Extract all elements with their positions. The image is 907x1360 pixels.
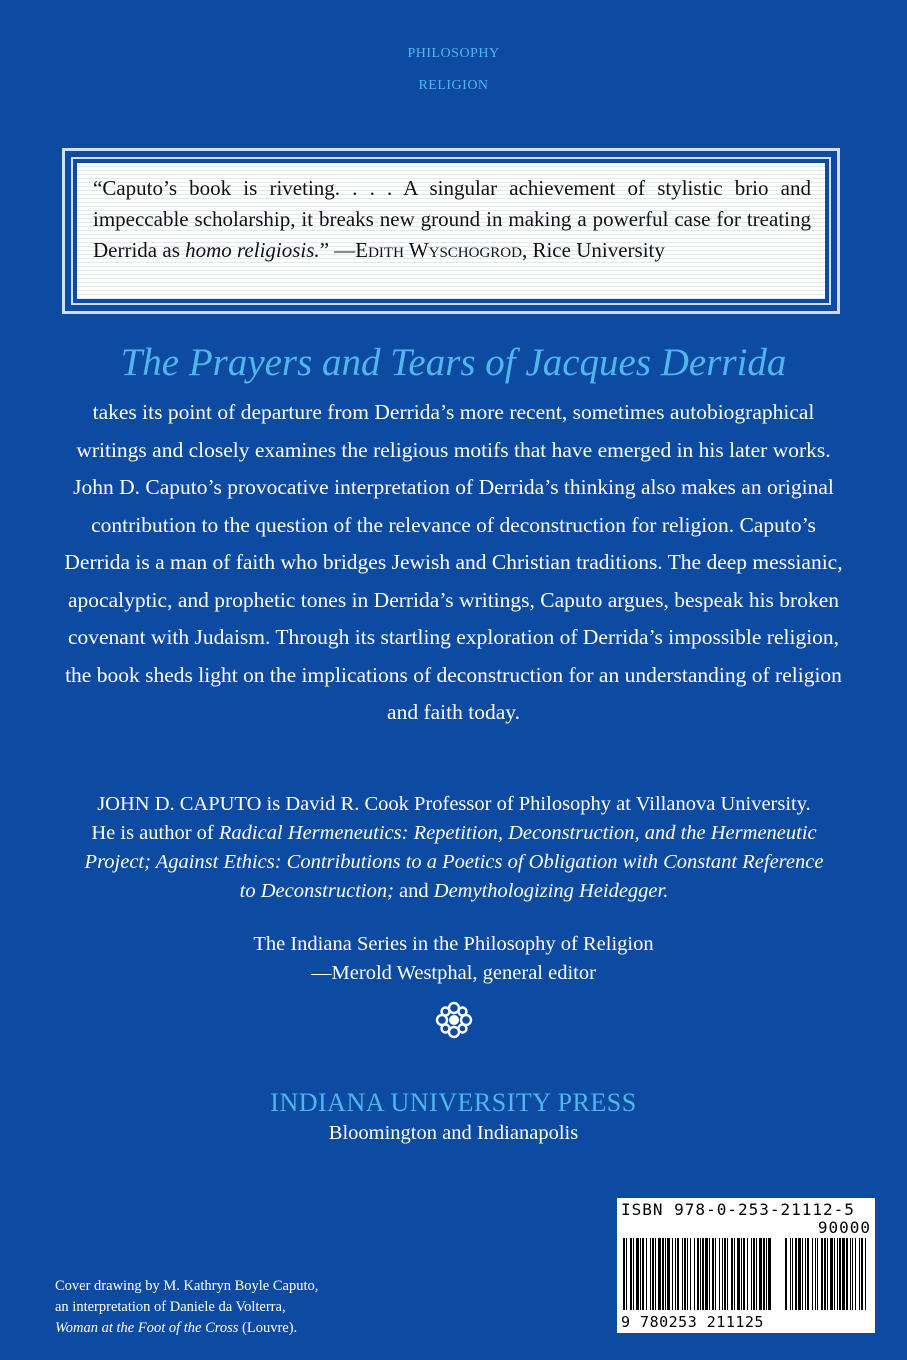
cover-credit [55, 1276, 455, 1339]
price-code: 90000 [817, 1218, 871, 1237]
credit-work: Woman at the Foot of the Cross [55, 1320, 239, 1336]
author-bio [84, 790, 824, 906]
blurb-frame [62, 148, 840, 314]
bio-books-2: Demythologizing Heidegger. [433, 880, 669, 902]
bio-and: and [393, 880, 434, 902]
series-name: The Indiana Series in the Philosophy of Religion [253, 933, 654, 955]
quote-author: Edith Wyschogrod [355, 238, 522, 262]
isbn-barcode [617, 1198, 875, 1333]
series-editor: —Merold Westphal, general editor [311, 962, 596, 984]
quote-text-1: “Caputo’s book is riveting. . . . A singular achievement of stylistic brio and impeccable scholarship, it breaks new ground in making a powerful case for treating Derrida as [93, 176, 811, 262]
credit-line-1: Cover drawing by M. Kathryn Boyle Caputo, [55, 1278, 319, 1294]
ean-number: 9 780253 211125 [621, 1313, 764, 1331]
publisher-name: INDIANA UNIVERSITY PRESS [270, 1088, 637, 1117]
blurb-quote [77, 163, 825, 299]
credit-location: (Louvre). [238, 1320, 298, 1336]
quote-text-2: ” — [319, 238, 356, 262]
bio-books-1: Radical Hermeneutics: Repetition, Deconstruction, and the Hermeneutic Project; Against Ethics: Contributions to a Poetics of Obligation with Constant Reference to Deconstruction; [84, 822, 824, 902]
floral-ornament-icon [434, 1000, 474, 1040]
blurb-inner-border [71, 157, 831, 305]
book-title: The Prayers and Tears of Jacques Derrida [120, 341, 787, 384]
barcode-bars [623, 1238, 869, 1310]
category-philosophy: PHILOSOPHY [407, 46, 500, 61]
book-description: takes its point of departure from Derrida’s more recent, sometimes autobiographical writings and closely examines the religious motifs that have emerged in his later works. John D. Caputo’s provocative interpretation of Derrida’s thinking also makes an original contribution to the question of the relevance of deconstruction for religion. Caputo’s Derrida is a man of faith who bridges Jewish and Christian traditions. The deep messianic, apocalyptic, and prophetic tones in Derrida’s writings, Caputo argues, bespeak his broken covenant with Judaism. Through its startling exploration of Derrida’s impossible religion, the book sheds light on the implications of deconstruction for an understanding of religion and faith today. [64, 400, 843, 724]
subject-categories [0, 38, 907, 102]
isbn-label: ISBN 978-0-253-21112-5 [621, 1200, 855, 1219]
quote-italic: homo religiosis. [185, 238, 320, 262]
series-info [0, 930, 907, 988]
quote-affiliation: , Rice University [521, 238, 665, 262]
bio-intro: JOHN D. CAPUTO is David R. Cook Professor of Philosophy at Villanova University. He is author of [91, 793, 811, 844]
credit-line-3 [55, 1318, 455, 1339]
publisher-location: Bloomington and Indianapolis [328, 1122, 579, 1144]
credit-line-2: an interpretation of Daniele da Volterra, [55, 1299, 286, 1315]
category-religion: RELIGION [418, 78, 489, 93]
